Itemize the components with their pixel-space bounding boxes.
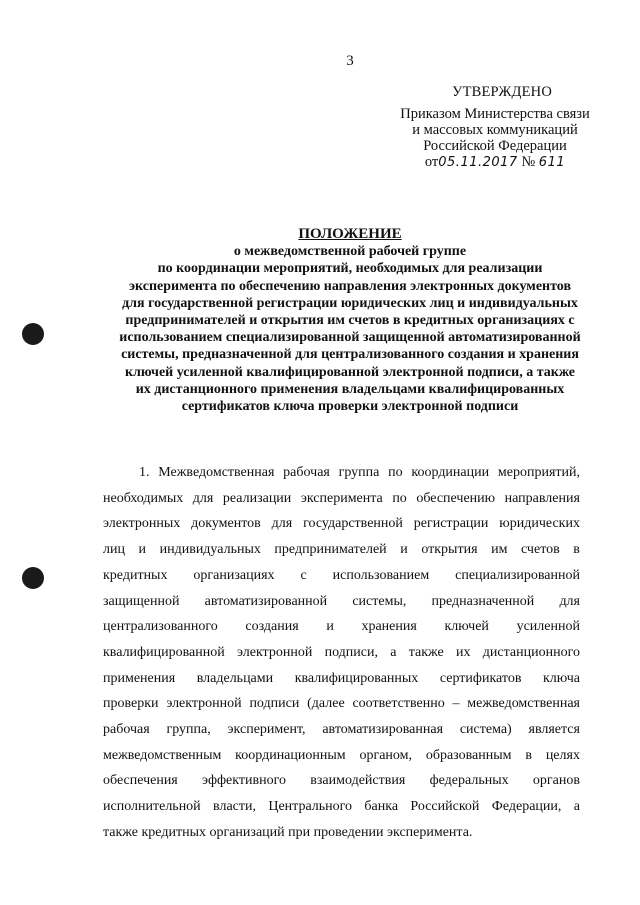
word: регистрации [413, 516, 489, 532]
title-line: использованием специализированной защищенной автоматизированной [119, 330, 581, 346]
paragraph-line [103, 460, 580, 486]
word: исполнительной [103, 799, 201, 815]
paragraph-line [103, 486, 580, 512]
paragraph-line [103, 589, 580, 615]
word: межведомственным [103, 747, 222, 763]
word: квалифицированной [103, 644, 225, 660]
word: также [408, 644, 444, 660]
word: электронной [236, 644, 313, 660]
word: сертификатов [439, 670, 522, 686]
word: а [573, 799, 580, 815]
word: группа [338, 465, 380, 480]
word: и [400, 542, 408, 558]
word: межведомственная [467, 696, 580, 712]
word: по [388, 465, 403, 480]
word: электронных [103, 516, 181, 532]
page-number: 3 [346, 53, 354, 69]
punch-hole-top [22, 323, 44, 345]
title-line: системы, предназначенной для централизованного создания и хранения [121, 347, 579, 363]
paragraph-line [103, 614, 580, 640]
word: 1. [139, 465, 150, 480]
word: применения [103, 670, 176, 686]
word: открытия [421, 542, 478, 558]
word: подписи [249, 696, 300, 712]
word: кредитных [103, 567, 168, 583]
word: по [392, 490, 407, 506]
word: необходимых [103, 490, 184, 506]
handwritten-date: 05.11.2017 [438, 155, 518, 170]
paragraph-line [103, 820, 580, 846]
approval-title: УТВЕРЖДЕНО [452, 84, 552, 100]
word: квалифицированных [294, 670, 419, 686]
word: ключа [542, 670, 580, 686]
date-prefix: от [424, 154, 439, 170]
paragraph-line [103, 666, 580, 692]
paragraph-line [103, 640, 580, 666]
word: является [528, 722, 580, 738]
word: им [491, 542, 508, 558]
word: проверки [103, 696, 159, 712]
word: предпринимателей [274, 542, 387, 558]
word: и [138, 542, 147, 558]
word: специализированной [455, 567, 580, 583]
word: дистанционного [482, 644, 580, 660]
word: органом, [359, 747, 413, 763]
word: также кредитных организаций при проведении эксперимента. [103, 824, 473, 840]
word: рабочая [283, 465, 330, 480]
word: защищенной [103, 593, 180, 609]
word: банка [364, 799, 399, 815]
word: организациях [193, 567, 275, 583]
word: (далее [307, 696, 345, 712]
word: Российской [410, 799, 480, 815]
word: лиц [103, 542, 125, 558]
approval-line: и массовых коммуникаций [412, 122, 578, 138]
word: власти, [213, 799, 256, 815]
approval-line: Российской Федерации [423, 138, 567, 154]
word: для [192, 490, 214, 506]
paragraph-line [103, 563, 580, 589]
word: автоматизированной [204, 593, 328, 609]
paragraph-line [103, 717, 580, 743]
word: документов [191, 516, 261, 532]
word: с [300, 567, 307, 583]
word: эксперимент, [227, 722, 306, 738]
word: обеспечения [103, 773, 178, 789]
word: хранения [361, 619, 417, 635]
word: реализации [222, 490, 292, 506]
word: создания [245, 619, 299, 635]
paragraph-line [103, 794, 580, 820]
title-line: ключей усиленной квалифицированной электронной подписи, а также [124, 364, 576, 380]
word: государственной [303, 516, 403, 532]
word: эффективного [202, 773, 286, 789]
word: органов [532, 773, 580, 789]
word: а [390, 644, 397, 660]
word: и [326, 619, 334, 635]
punch-hole-bottom [22, 567, 44, 589]
word: владельцами [196, 670, 274, 686]
word: в [525, 747, 532, 763]
word: усиленной [516, 619, 580, 635]
title-line: эксперимента по обеспечению направления электронных документов [128, 278, 572, 294]
word: координации [411, 465, 490, 480]
word: счетов [521, 542, 560, 558]
word: для [559, 593, 580, 609]
word: направления [504, 490, 580, 506]
approval-date-line [390, 154, 600, 171]
word: образованным [425, 747, 512, 763]
word: Федерации, [491, 799, 562, 815]
title-line: для государственной регистрации юридических лиц и индивидуальных [122, 295, 578, 311]
word: Межведомственная [158, 465, 275, 480]
title-line: их дистанционного применения владельцами квалифицированных [135, 381, 565, 397]
approval-line: Приказом Министерства связи [400, 106, 590, 122]
paragraph-line [103, 743, 580, 769]
word: юридических [499, 516, 580, 532]
word: федеральных [429, 773, 509, 789]
paragraph-1 [103, 460, 580, 846]
word: использованием [332, 567, 430, 583]
word: – [452, 696, 460, 712]
word: соответственно [352, 696, 445, 712]
document-title [80, 226, 620, 415]
word: мероприятий, [497, 465, 580, 480]
word: система) [459, 722, 512, 738]
title-line: по координации мероприятий, необходимых для реализации [157, 261, 543, 277]
word: обеспечению [416, 490, 496, 506]
word: ключей [444, 619, 489, 635]
approval-stamp [390, 84, 600, 171]
word: эксперимента [300, 490, 383, 506]
paragraph-line [103, 511, 580, 537]
word: индивидуальных [159, 542, 261, 558]
title-line: о межведомственной рабочей группе [233, 244, 467, 260]
word: в [573, 542, 580, 558]
number-prefix: № [521, 154, 536, 170]
word: их [456, 644, 471, 660]
word: централизованного [103, 619, 218, 635]
word: для [271, 516, 293, 532]
word: Центрального [268, 799, 353, 815]
word: автоматизированная [322, 722, 444, 738]
title-line: предпринимателей и открытия им счетов в кредитных организациях с [125, 313, 575, 329]
word: взаимодействия [310, 773, 406, 789]
word: рабочая [103, 722, 150, 738]
word: системы, [352, 593, 407, 609]
paragraph-line [103, 768, 580, 794]
paragraph-line [103, 691, 580, 717]
word: электронной [166, 696, 242, 712]
title-heading: ПОЛОЖЕНИЕ [298, 226, 402, 242]
word: подписи, [324, 644, 378, 660]
paragraph-line [103, 537, 580, 563]
word: координационным [235, 747, 346, 763]
word: целях [545, 747, 580, 763]
title-line: сертификатов ключа проверки электронной подписи [181, 399, 519, 415]
word: предназначенной [431, 593, 535, 609]
handwritten-number: 611 [538, 155, 566, 170]
word: группа, [166, 722, 211, 738]
